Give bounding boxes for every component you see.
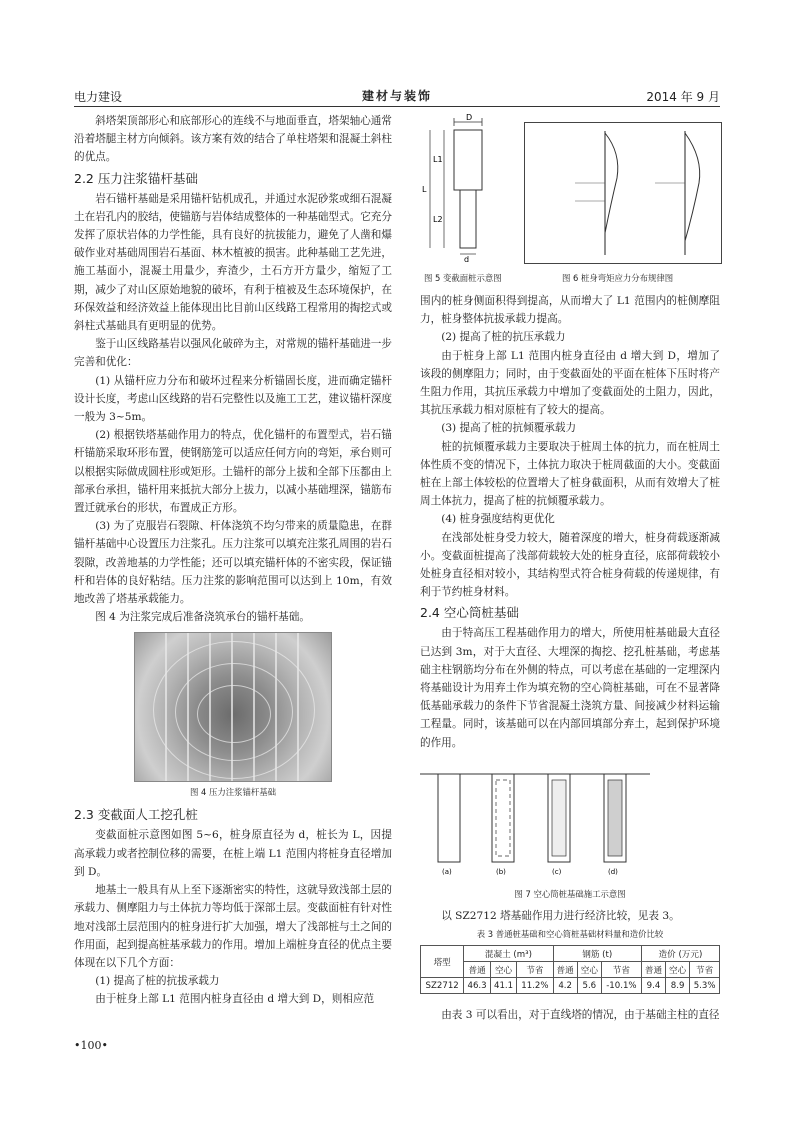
fig5-caption: 图 5 变截面桩示意图 xyxy=(424,273,502,283)
paragraph: (1) 提高了桩的抗拔承载力 xyxy=(95,975,220,988)
table-cell: 41.1 xyxy=(490,978,516,994)
table-cell: SZ2712 xyxy=(421,978,464,994)
paragraph: (2) 提高了桩的抗压承载力 xyxy=(441,331,566,344)
running-header xyxy=(74,88,720,107)
label-L1: L1 xyxy=(433,155,443,164)
section-2-4-heading: 2.4 空心筒桩基础 xyxy=(420,605,519,621)
table-subheader: 节省 xyxy=(690,962,720,978)
paragraph: 地基土一般具有从上至下逐渐密实的特性，这就导致浅部土层的承载力、侧摩阻力与土体抗力等均低于深部土层。变截面桩有针对性地对浅部土层范围内的桩身进行扩大加强，增大了浅部桩与土之间的作用面，起到提高桩基承载力的作用。增加上端桩身直径的优点主要体现在以下几个方面： xyxy=(74,884,392,969)
table-corner-header: 塔型 xyxy=(421,946,464,978)
step-d-label: (d) xyxy=(608,867,618,876)
paragraph: (1) 从锚杆应力分布和破坏过程来分析锚固长度，进而确定锚杆设计长度，考虑山区线路的岩石完整性以及施工工艺，建议锚杆深度一般为 3~5m。 xyxy=(74,374,392,424)
paragraph: 鉴于山区线路基岩以强风化破碎为主，对常规的锚杆基础进一步完善和优化： xyxy=(74,338,392,369)
journal-name: 电力建设 xyxy=(74,90,123,104)
table-cell: -10.1% xyxy=(601,978,641,994)
table-subheader: 空心 xyxy=(666,962,690,978)
paragraph: 桩的抗倾覆承载力主要取决于桩周土体的抗力，而在桩周土体性质不变的情况下，土体抗力取决于桩周截面的大小。变截面桩在上部土体较松的位置增大了桩身截面积，从而有效增大了桩周土体抗力，提高了桩的抗倾覆承载力。 xyxy=(420,440,720,508)
paragraph: 岩石锚杆基础是采用锚杆钻机成孔，并通过水泥砂浆或细石混凝土在岩孔内的胶结，使锚筋与岩体结成整体的一种基础型式。它充分发挥了原状岩体的力学性能，具有良好的抗拔能力，避免了人凿和爆破作业对基础周围岩石基面、林木植被的损害。此种基础工艺先进，施工基面小，混凝土用量少，弃渣少，土石方开方量少，缩短了工期，减少了对山区原始地貌的破坏，有利于植被及生态环境保护，在环保效益和经济效益上能体现出比目前山区线路工程常用的掏挖式或斜柱式基础具有更明显的优势。 xyxy=(74,192,392,333)
paragraph: 由于桩身上部 L1 范围内桩身直径由 d 增大到 D，则相应范 xyxy=(95,993,375,1006)
bending-moment-distribution-plot xyxy=(524,122,722,264)
table3-title: 表 3 普通桩基础和空心筒桩基础材料量和造价比较 xyxy=(476,929,664,940)
label-L: L xyxy=(422,185,427,194)
label-D: D xyxy=(466,113,473,122)
step-b-label: (b) xyxy=(496,867,506,876)
page-number: •100• xyxy=(74,1039,108,1052)
paragraph: (4) 桩身强度结构更优化 xyxy=(441,513,555,526)
anchor-foundation-photo xyxy=(134,632,332,782)
table-subheader: 普通 xyxy=(553,962,577,978)
comparison-table xyxy=(420,945,720,994)
left-column xyxy=(74,112,392,1009)
fig4-caption: 图 4 压力注浆锚杆基础 xyxy=(189,787,277,798)
step-a-label: (a) xyxy=(442,867,452,876)
table-subheader: 普通 xyxy=(641,962,665,978)
table-cell: 46.3 xyxy=(464,978,490,994)
hollow-pile-construction-diagram xyxy=(420,760,650,880)
paragraph: 由于桩身上部 L1 范围内桩身直径由 d 增大到 D，增加了该段的侧摩阻力；同时，由于变截面处的平面在桩体下压时将产生阻力作用，其抗压承载力中增加了变截面处的土阻力，因此，其抗压承载力相对原桩有了较大的提高。 xyxy=(420,349,720,417)
table-cell: 11.2% xyxy=(517,978,553,994)
table-group-header: 混凝土 (m³) xyxy=(464,946,553,962)
paragraph: 变截面桩示意图如图 5~6，桩身原直径为 d，桩长为 L，因提高承载力或者控制位移的需要，在桩上端 L1 范围内将桩身直径增加到 D。 xyxy=(74,829,392,878)
table-group-header: 钢筋 (t) xyxy=(553,946,641,962)
paragraph: (3) 为了克服岩石裂隙、杆体浇筑不均匀带来的质量隐患，在群锚杆基础中心设置压力注浆孔。压力注浆可以填充注浆孔周围的岩石裂隙，改善地基的力学性能；还可以填充锚杆体的不密实段，保证锚杆和岩体的良好粘结。压力注浆的影响范围可以达到上 10m，有效地改善了塔基承载能力。 xyxy=(74,520,392,606)
table-cell: 4.2 xyxy=(553,978,577,994)
table-subheader: 普通 xyxy=(464,962,490,978)
table-cell: 8.9 xyxy=(666,978,690,994)
fig6-caption: 图 6 桩身弯矩应力分布规律图 xyxy=(562,273,674,283)
paragraph: 图 4 为注浆完成后准备浇筑承台的锚杆基础。 xyxy=(95,611,310,624)
caption-row-5-6 xyxy=(420,272,720,286)
table-subheader: 空心 xyxy=(490,962,516,978)
table-subheader: 节省 xyxy=(517,962,553,978)
table-cell: 9.4 xyxy=(641,978,665,994)
table-cell: 5.3% xyxy=(690,978,720,994)
paragraph: 围内的桩身侧面积得到提高，从而增大了 L1 范围内的桩侧摩阻力，桩身整体抗拔承载力提高。 xyxy=(420,295,720,326)
table-subheader: 节省 xyxy=(601,962,641,978)
right-column xyxy=(420,112,720,1024)
table-subheader: 空心 xyxy=(577,962,601,978)
label-L2: L2 xyxy=(433,215,443,224)
variable-section-pile-diagram xyxy=(420,112,515,262)
table-row xyxy=(421,978,720,994)
intro-paragraph: 斜塔架顶部形心和底部形心的连线不与地面垂直，塔架轴心通常沿着塔腿主材方向倾斜。该方案有效的结合了单柱塔架和混凝土斜柱的优点。 xyxy=(74,115,392,164)
step-c-label: (c) xyxy=(552,867,562,876)
paragraph: 由于特高压工程基础作用力的增大，所使用桩基础最大直径已达到 3m，对于大直径、大埋深的掏挖、挖孔桩基础，考虑基础主柱钢筋均分布在外侧的特点，可以考虑在基础的一定埋深内将基础设计为用弃土作为填充物的空心筒桩基础，可在不显著降低基础承载力的条件下节省混凝土浇筑方量、间接减少材料运输工程量。同时，该基础可以在内部回填部分弃土，起到保护环境的作用。 xyxy=(420,627,720,749)
paragraph: (3) 提高了桩的抗倾覆承载力 xyxy=(441,422,577,435)
journal-logo-text: 建材与装饰 xyxy=(361,89,432,103)
paragraph: (2) 根据铁塔基础作用力的特点，优化锚杆的布置型式，岩石锚杆锚筋采取环形布置，使钢筋笼可以适应任何方向的弯矩，承台则可以根据实际做成圆柱形或矩形。土锚杆的部分上拔和全部下压都由上部承台承担，锚杆用来抵抗大部分上拔力，以减小基础埋深，锚筋布置迁就承台的形状，布置成正方形。 xyxy=(74,429,392,515)
table-group-header: 造价 (万元) xyxy=(641,946,719,962)
table-cell: 5.6 xyxy=(577,978,601,994)
issue-date: 2014 年 9 月 xyxy=(646,90,720,104)
figure-row-5-6 xyxy=(420,112,720,272)
section-2-3-heading: 2.3 变截面人工挖孔桩 xyxy=(74,807,198,823)
fig7-caption: 图 7 空心筒桩基础施工示意图 xyxy=(514,888,626,899)
label-d: d xyxy=(464,255,470,262)
paragraph: 以 SZ2712 塔基础作用力进行经济比较，见表 3。 xyxy=(441,909,680,922)
paragraph: 由表 3 可以看出，对于直线塔的情况，由于基础主柱的直径 xyxy=(441,1009,720,1022)
section-2-2-heading: 2.2 压力注浆锚杆基础 xyxy=(74,170,198,186)
paragraph: 在浅部处桩身受力较大，随着深度的增大，桩身荷载逐渐减小。变截面桩提高了浅部荷载较大处的桩身直径，底部荷载较小处桩身直径相对较小，其结构型式符合桩身荷载的传递规律，有利于节约桩身材料。 xyxy=(420,531,720,599)
